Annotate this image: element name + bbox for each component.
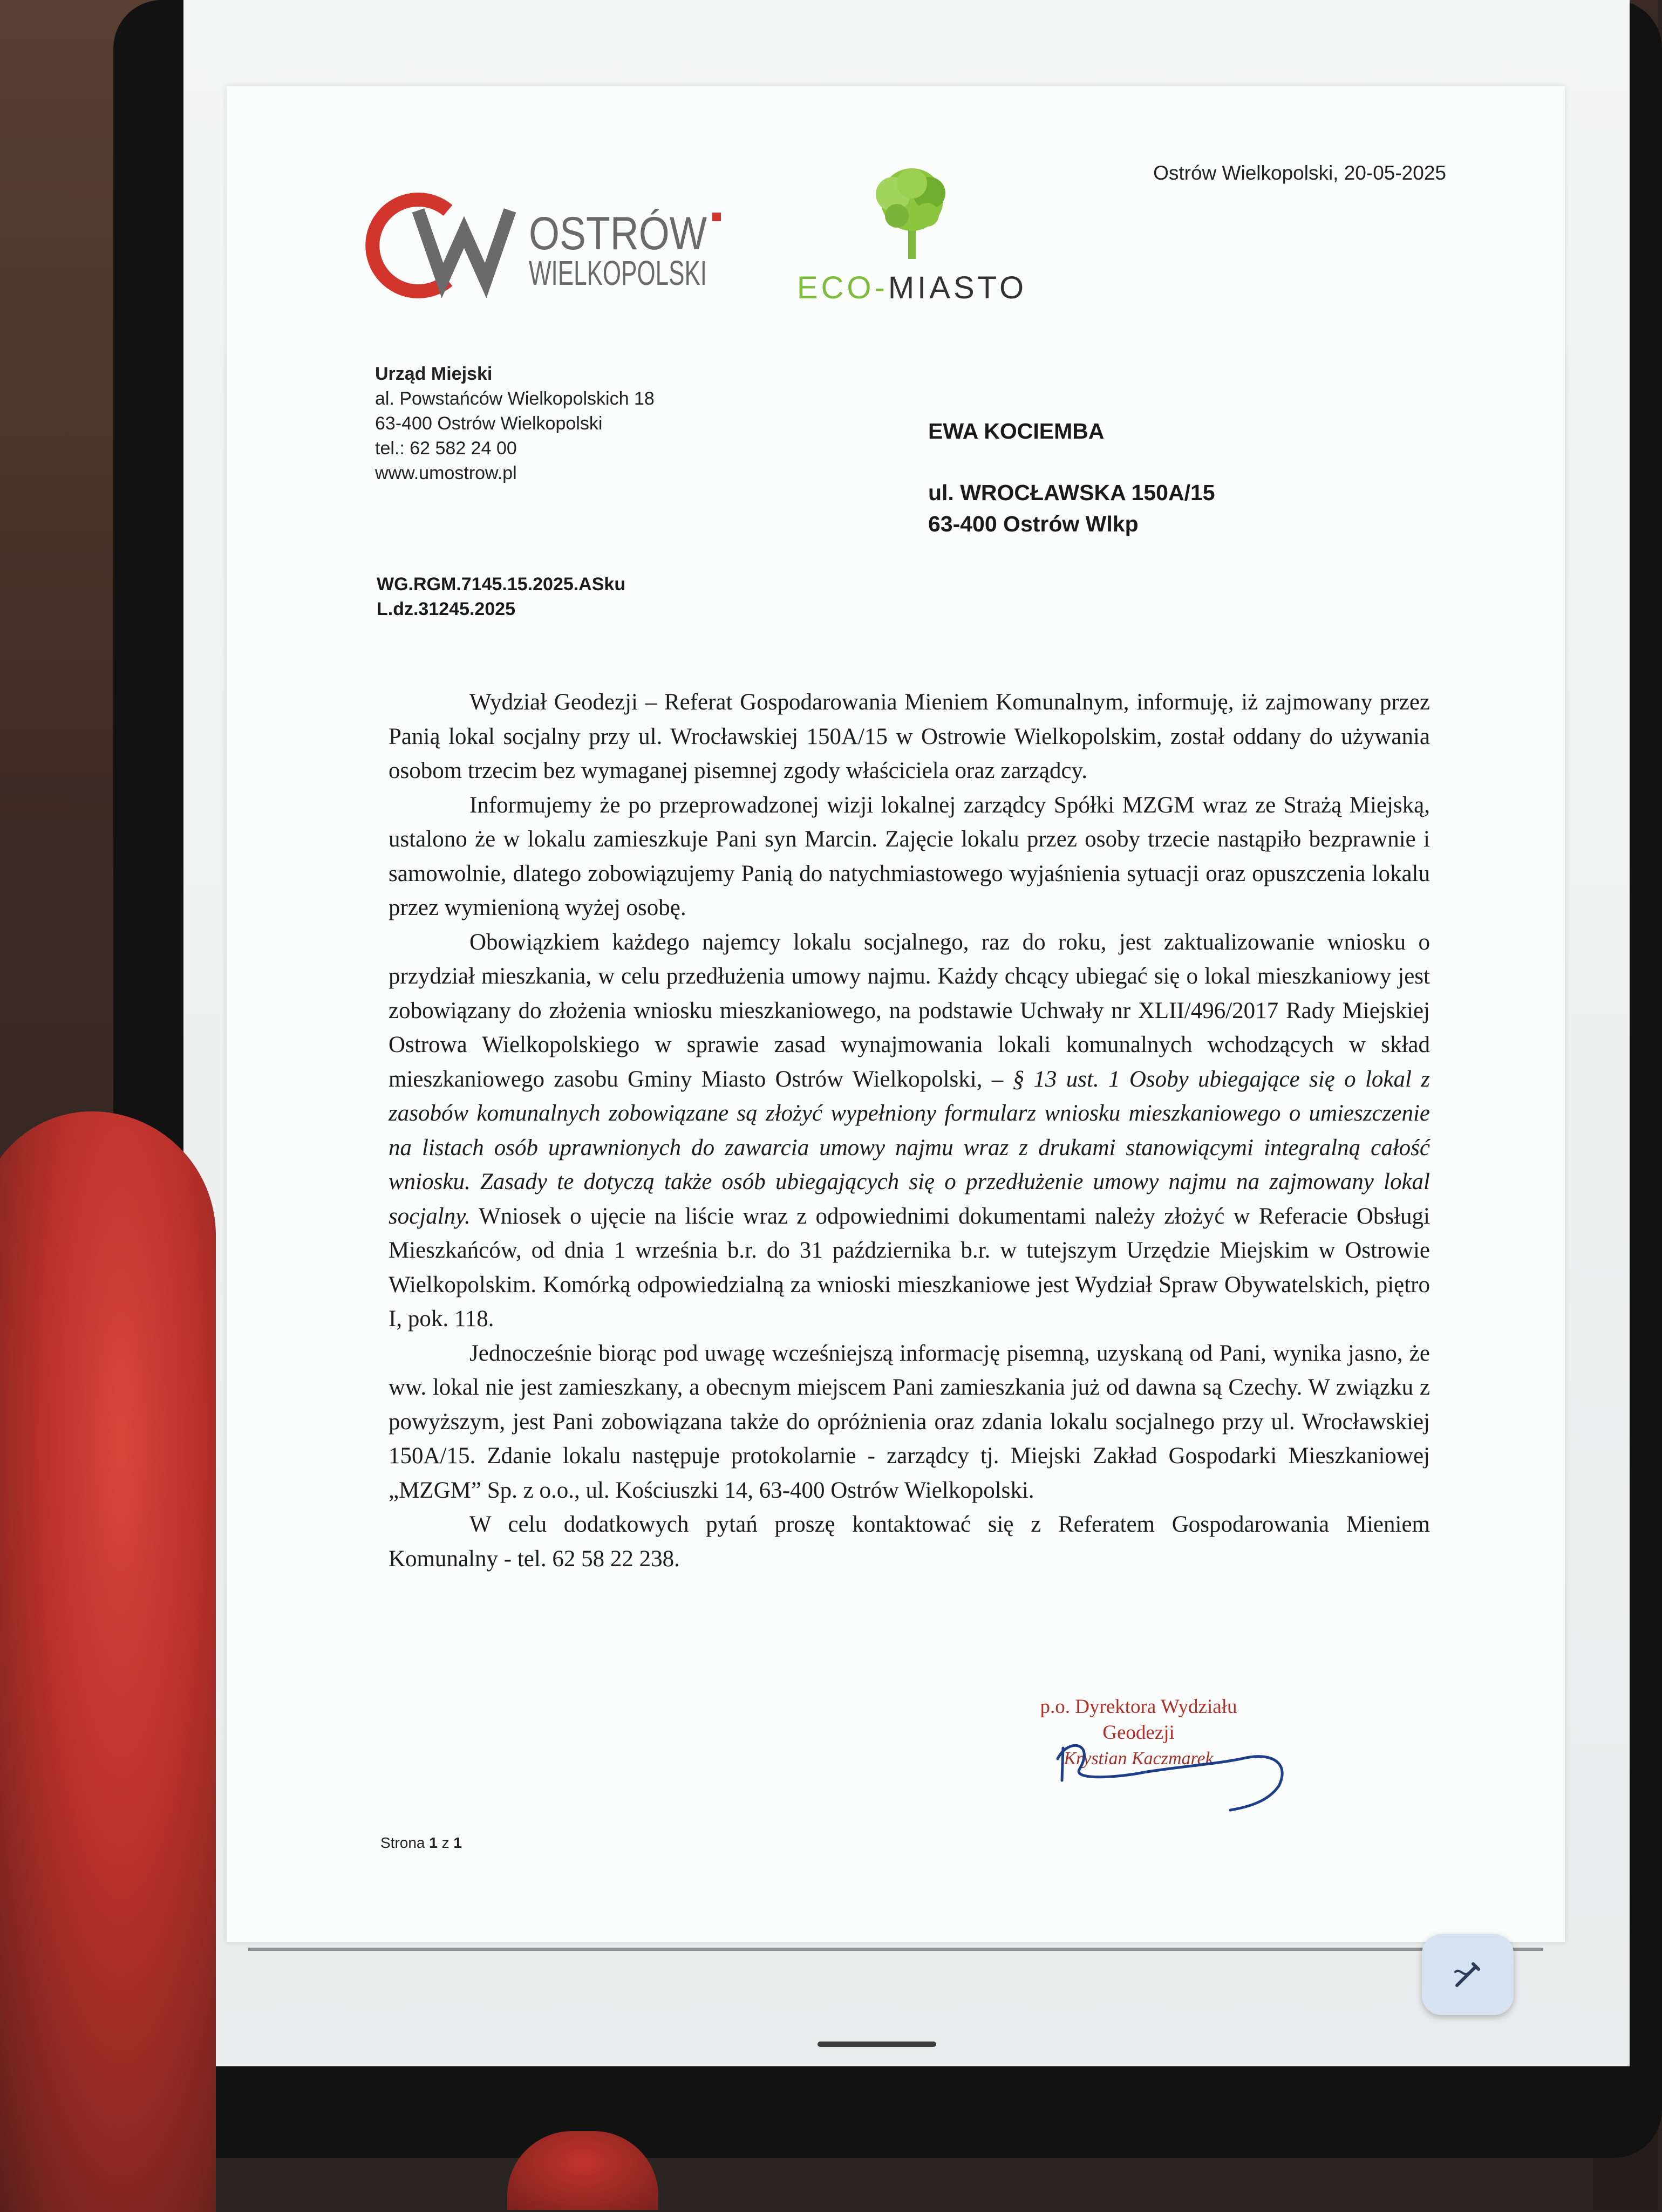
ldz-number: L.dz.31245.2025 (377, 599, 516, 619)
case-number: WG.RGM.7145.15.2025.ASku (377, 574, 626, 595)
signature-name: Krystian Kaczmarek (1064, 1749, 1214, 1769)
recipient-street: ul. WROCŁAWSKA 150A/15 (928, 480, 1215, 505)
paragraph-4: Jednocześnie biorąc pod uwagę wcześniejszą informację pisemną, uzyskaną od Pani, wynika jasno, że ww. lokal nie jest zamieszkany, a obecnym miejscem Pani zamieszkania już od dawna są Czechy. W związku z powyższym, jest Pani zobowiązana także do opróżnienia oraz zdania lokalu socjalnego przy ul. Wrocławskiej 150A/15. Zdanie lokalu następuje protokolarnie - zarządcy tj. Miejski Zakład Gospodarki Mieszkaniowej „MZGM” Sp. z o.o., ul. Kościuszki 14, 63-400 Ostrów Wielkopolski. (389, 1340, 1430, 1503)
thumb-overlay (0, 1111, 216, 2212)
paragraph-3: Obowiązkiem każdego najemcy lokalu socjalnego, raz do roku, jest zaktualizowanie wniosku o przydział mieszkania, w celu przedłużenia umowy najmu. Każdy chcący ubiegać się o lokal mieszkaniowy jest zobowiązany do złożenia wniosku mieszkaniowego, na podstawie Uchwały nr XLII/496/2017 Rady Miejskiej Ostrowa Wielkopolskiego w sprawie zasad wynajmowania lokali komunalnych wchodzących w skład mieszkaniowego zasobu Gminy Miasto Ostrów Wielkopolski, – § 13 ust. 1 Osoby ubiegające się o lokal z zasobów komunalnych zobowiązane są złożyć wypełniony formularz wniosku mieszkaniowego o umieszczenie na listach osób uprawnionych do zawarcia umowy najmu wraz z drukami stanowiącymi integralną całość wniosku. Zasady te dotyczą także osób ubiegających się o przedłużenie umowy najmu na zajmowany lokal socjalny. Wniosek o ujęcie na liście wraz z odpowiednimi dokumentami należy złożyć w Referacie Obsługi Mieszkańców, od dnia 1 września b.r. do 31 października b.r. w tutejszym Urzędzie Miejskim w Ostrowie Wielkopolskim. Komórką odpowiedzialną za wnioski mieszkaniowe jest Wydział Spraw Obywatelskich, piętro I, pok. 118. (389, 929, 1430, 1332)
svg-text:WIELKOPOLSKI: WIELKOPOLSKI (529, 254, 707, 292)
sender-web: www.umostrow.pl (375, 463, 517, 483)
ostrow-logo (367, 189, 755, 302)
sender-street: al. Powstańców Wielkopolskich 18 (375, 388, 655, 409)
page-separator (248, 1948, 1543, 1951)
tablet-screen (183, 0, 1630, 2066)
eco-miasto-wordmark: ECO-MIASTO (796, 270, 1027, 305)
edit-fab-button[interactable] (1422, 1934, 1514, 2015)
document-page (227, 86, 1565, 1942)
letter-body (389, 685, 1430, 1576)
regulation-quote: § 13 ust. 1 Osoby ubiegające się o lokal z zasobów komunalnych zobowiązane są złożyć wypełniony formularz wniosku mieszkaniowego o umieszczenie na listach osób uprawnionych do zawarcia umowy najmu wraz z drukami stanowiącymi integralną całość wniosku. Zasady te dotyczą także osób ubiegających się o przedłużenie umowy najmu na zajmowany lokal socjalny. (389, 1066, 1430, 1229)
case-references (377, 572, 754, 622)
svg-text:OSTRÓW: OSTRÓW (529, 208, 707, 260)
sender-phone: tel.: 62 582 24 00 (375, 438, 517, 459)
recipient-city: 63-400 Ostrów Wlkp (928, 511, 1139, 536)
handwritten-signature (1036, 1726, 1317, 1813)
signature-title: p.o. Dyrektora Wydziału (1040, 1696, 1237, 1718)
paragraph-1: Wydział Geodezji – Referat Gospodarowania Mieniem Komunalnym, informuję, iż zajmowany przez Panią lokal socjalny przy ul. Wrocławskiej 150A/15 w Ostrowie Wielkopolskim, został oddany do używania osobom trzecim bez wymaganej pisemnej zgody właściciela oraz zarządcy. (389, 689, 1430, 783)
paragraph-2: Informujemy że po przeprowadzonej wizji lokalnej zarządcy Spółki MZGM wraz ze Strażą Miejską, ustalono że w lokalu zamieszkuje Pani syn Marcin. Zajęcie lokalu przez osoby trzecie nastąpiło bezprawnie i samowolnie, dlatego zobowiązujemy Panią do natychmiastowego wyjaśnienia sytuacji oraz opuszczenia lokalu przez wymienioną wyżej osobę. (389, 792, 1430, 920)
recipient-name: EWA KOCIEMBA (928, 419, 1105, 443)
sender-city: 63-400 Ostrów Wielkopolski (375, 413, 603, 434)
tree-icon (782, 162, 1041, 264)
sender-address (375, 361, 753, 486)
sender-name: Urząd Miejski (375, 364, 493, 384)
signature-department: Geodezji (1102, 1722, 1175, 1744)
recipient-address (928, 415, 1360, 540)
home-indicator[interactable] (818, 2042, 936, 2047)
pen-edit-icon (1449, 1956, 1487, 1993)
page-counter: Strona 1 z 1 (380, 1834, 462, 1851)
paragraph-5: W celu dodatkowych pytań proszę kontaktować się z Referatem Gospodarowania Mieniem Komunalny - tel. 62 58 22 238. (389, 1512, 1430, 1572)
letter-date: Ostrów Wielkopolski, 20-05-2025 (1153, 162, 1446, 184)
eco-miasto-logo (782, 162, 1041, 308)
